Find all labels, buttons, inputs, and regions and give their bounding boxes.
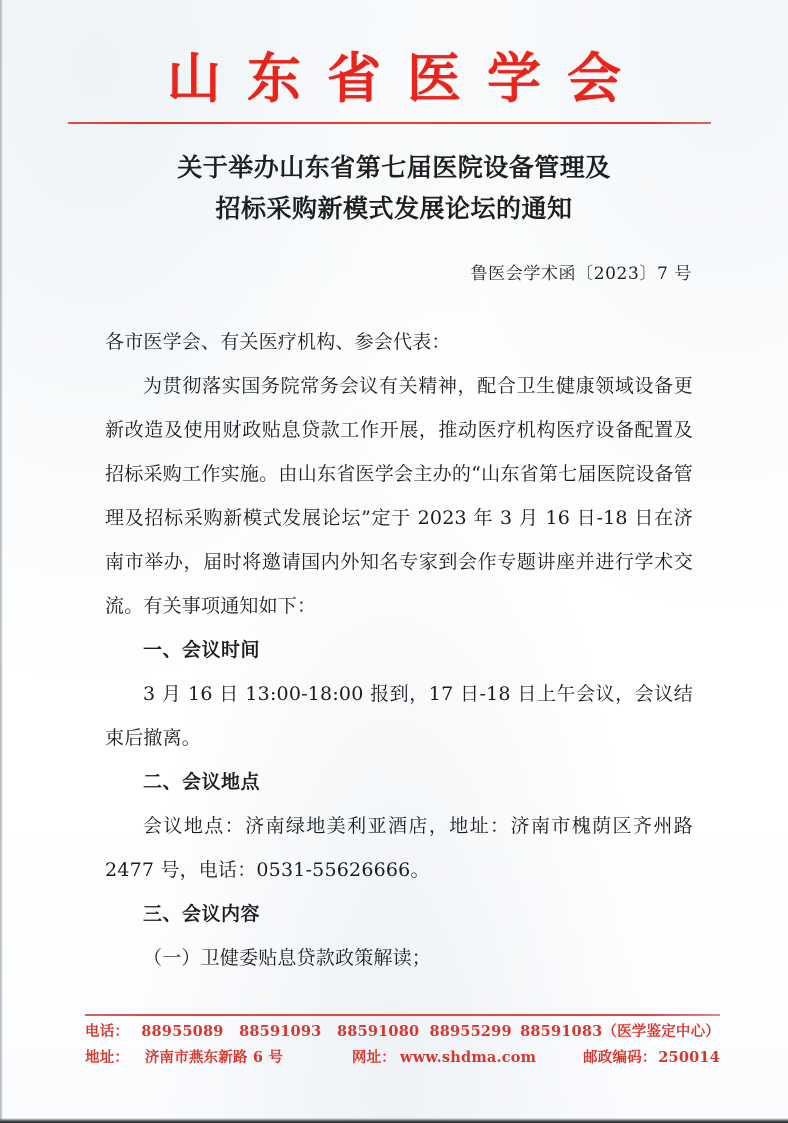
intro-paragraph: 为贯彻落实国务院常务会议有关精神，配合卫生健康领域设备更新改造及使用财政贴息贷款工作开展，推动医疗机构医疗设备配置及招标采购工作实施。由山东省医学会主办的“山东省第七届医院设备管理及招标采购新模式发展论坛”定于 2023 年 3 月 16 日-18 日在济南市举办，届时将邀请国内外知名专家到会作专题讲座并进行学术交流。有关事项通知如下： (105, 375, 693, 617)
section-heading-2: 二、会议地点 (143, 771, 261, 793)
section-heading-1: 一、会议时间 (143, 639, 261, 661)
salutation: 各市医学会、有关医疗机构、参会代表： (105, 331, 451, 353)
document-title-line-2: 招标采购新模式发展论坛的通知 (215, 193, 573, 223)
scan-edge-bottom (0, 1118, 788, 1123)
footer-address-row (85, 1046, 720, 1072)
footer (85, 1020, 720, 1072)
footer-website-label: 网址： (351, 1049, 396, 1066)
section-heading-3: 三、会议内容 (143, 903, 261, 925)
footer-divider (85, 1014, 720, 1016)
footer-address-label: 地址： (85, 1049, 130, 1066)
section-3-paragraph-1: （一）卫健委贴息贷款政策解读； (143, 947, 432, 969)
section-2-paragraph-1: 会议地点：济南绿地美利亚酒店，地址：济南市槐荫区齐州路 2477 号，电话：0531-55626666。 (105, 815, 693, 881)
organization-name: 山东省医学会 (167, 46, 647, 110)
footer-phone-4: 88955299 (429, 1023, 512, 1040)
footer-phone-1: 88955089 (141, 1023, 224, 1040)
footer-phone-2: 88591093 (239, 1023, 322, 1040)
footer-address-value: 济南市燕东新路 6 号 (144, 1049, 284, 1066)
footer-phone-3: 88591080 (336, 1023, 420, 1040)
footer-website-value[interactable]: www.shdma.com (400, 1049, 537, 1066)
document-title-line-1: 关于举办山东省第七届医院设备管理及 (177, 153, 611, 182)
footer-phone-5: 88591083（医学鉴定中心） (520, 1023, 720, 1040)
footer-zip-label: 邮政编码： (583, 1049, 657, 1066)
document-body (105, 320, 693, 980)
section-1-paragraph-1: 3 月 16 日 13:00-18:00 报到，17 日-18 日上午会议，会议结束后撤离。 (105, 683, 693, 749)
footer-phone-label: 电话： (85, 1023, 130, 1040)
masthead (0, 48, 788, 108)
masthead-divider (68, 122, 711, 124)
document-number: 鲁医会学术函〔2023〕7 号 (470, 264, 692, 284)
footer-phone-row (85, 1020, 720, 1046)
scan-edge-left (0, 0, 3, 1123)
footer-zip-value: 250014 (658, 1049, 720, 1066)
document-title (96, 148, 692, 229)
